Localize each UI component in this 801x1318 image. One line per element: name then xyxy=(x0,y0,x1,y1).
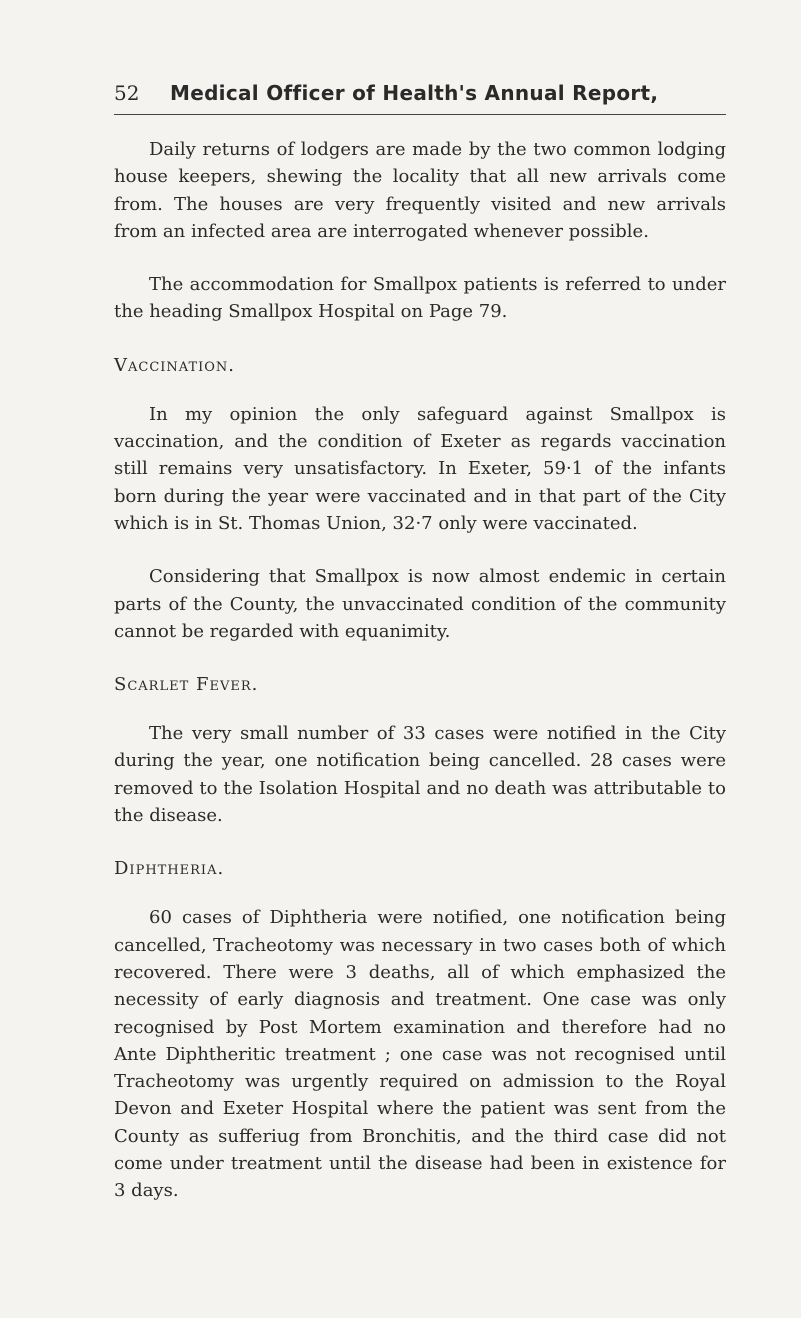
header-title: Medical Officer of Health's Annual Report, xyxy=(170,81,659,105)
body-text xyxy=(114,136,726,1205)
heading-diphtheria: Diphtheria. xyxy=(114,858,225,880)
heading-vaccination: Vaccination. xyxy=(114,354,236,376)
paragraph-lodgers: Daily returns of lodgers are made by the two common lodging house keepers, shewing the locality that all new arrivals come from. The houses are very frequently visited and new arrivals from an infected area are interrogated whenever possible. xyxy=(114,139,726,242)
running-head xyxy=(114,82,726,106)
paragraph-diphtheria: 60 cases of Diphtheria were notified, one notification being cancelled, Tracheotomy was necessary in two cases both of which recovered. There were 3 deaths, all of which emphasized the necessity of early diagnosis and treatment. One case was only recognised by Post Mortem examination and therefore had no Ante Diphtheritic treatment ; one case was not recognised until Tracheotomy was urgently required on admission to the Royal Devon and Exeter Hospital where the patient was sent from the County as sufferiug from Bronchitis, and the third case did not come under treatment until the disease had been in existence for 3 days. xyxy=(114,907,726,1202)
paragraph-scarlet-fever: The very small number of 33 cases were notified in the City during the year, one notification being cancelled. 28 cases were removed to the Isolation Hospital and no death was attributable to the disease. xyxy=(114,723,726,827)
paragraph-accommodation: The accommodation for Smallpox patients is referred to under the heading Smallpox Hospital on Page 79. xyxy=(114,274,726,323)
paragraph-vaccination-2: Considering that Smallpox is now almost endemic in certain parts of the County, the unvaccinated condition of the community cannot be regarded with equanimity. xyxy=(114,566,726,642)
heading-scarlet-fever: Scarlet Fever. xyxy=(114,674,259,696)
header-rule xyxy=(114,114,726,115)
page-number: 52 xyxy=(114,81,140,105)
paragraph-vaccination-1: In my opinion the only safeguard against Smallpox is vaccination, and the condition of Exeter as regards vaccination still remains very unsatisfactory. In Exeter, 59·1 of the infants born during the year were vaccinated and in that part of the City which is in St. Thomas Union, 32·7 only were vaccinated. xyxy=(114,403,726,534)
